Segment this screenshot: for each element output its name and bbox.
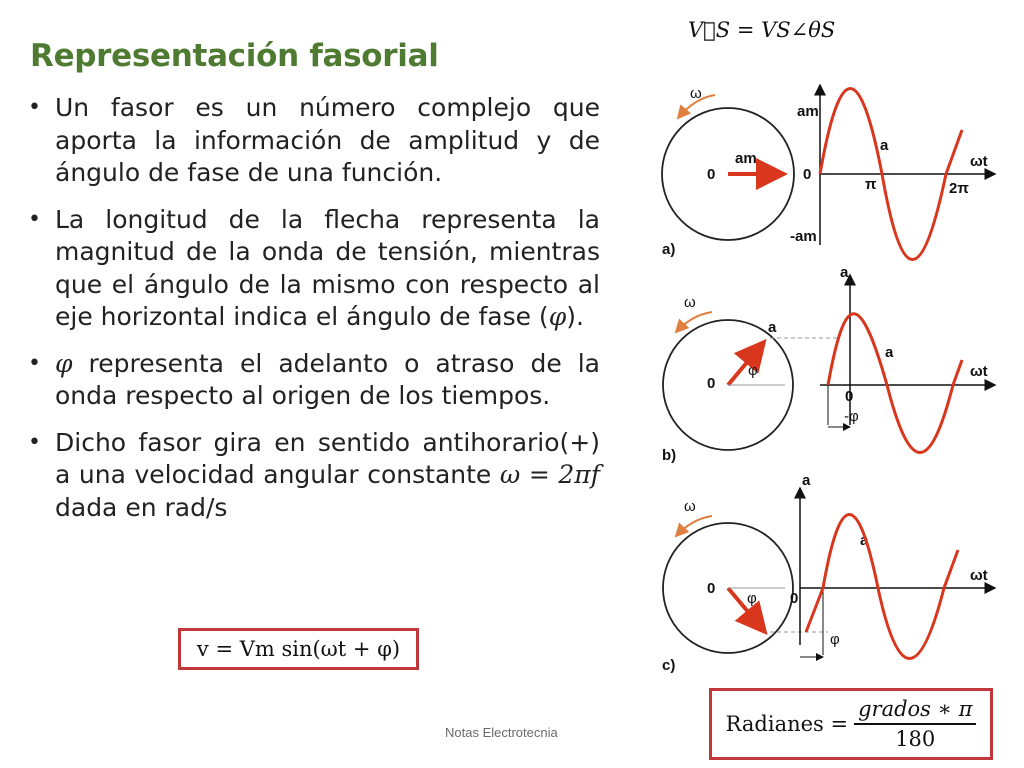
slide-title: Representación fasorial [30,38,439,74]
panel-c-label: c) [662,657,676,674]
wave-a-label: a [880,137,889,154]
radians-fraction [854,697,976,751]
diagram-panel-b [662,264,995,464]
axis-zero-label: 0 [790,590,799,607]
phasor-diagrams [640,70,1010,685]
diagram-panel-c [662,472,995,674]
neg-am-label: -am [790,228,817,245]
radians-formula-box [709,688,993,760]
bullet-dot-icon: • [28,429,41,455]
origin-label: 0 [707,375,716,392]
origin-label: 0 [707,166,716,183]
omega-label: ω [684,498,696,515]
am-axis-label: am [797,103,819,120]
omega-label: ω [690,85,702,102]
neg-phi-label: -φ [844,408,859,425]
bullet-item [28,204,600,334]
bullet-text: ). [566,302,584,331]
axis-zero-label: 0 [803,166,812,183]
phasor-formula: V⃗S = VS∠θS [688,18,836,42]
am-label: am [735,150,757,167]
bullet-dot-icon: • [28,95,41,120]
bullet-math: φ [548,302,567,331]
y-axis-label: a [840,264,849,281]
pi-label: π [865,176,877,193]
bullet-math: φ [55,348,73,378]
footer-text: Notas Electrotecnia [445,725,558,740]
voltage-formula: v = Vm sin(ωt + φ) [196,637,401,661]
phi-shift-label: φ [830,631,840,648]
omega-label: ω [684,294,696,311]
bullet-item [28,92,600,190]
wave-a-label: a [768,319,777,336]
bullet-list [28,92,600,538]
omega-t-label: ωt [970,153,988,170]
bullet-text: dada en rad/s [55,492,228,522]
diagram-panel-a [662,85,995,260]
sine-wave [828,314,962,453]
bullet-item [28,427,600,525]
voltage-formula-box [178,628,419,670]
bullet-math: ω = 2πf [499,460,600,489]
bullet-dot-icon: • [28,350,41,376]
radians-lhs: Radianes = [725,712,849,736]
wave-c-label: a [860,532,869,549]
bullet-text: La longitud de la flecha representa la magnitud de la onda de tensión, mientras que el ángulo de la mismo con respecto al eje horizontal indica el ángulo de fase ( [55,204,600,331]
wave-b-label: a [885,344,894,361]
bullet-text: representa el adelanto o atraso de la onda respecto al origen de los tiempos. [55,348,600,410]
omega-t-label: ωt [970,567,988,584]
bullet-dot-icon: • [28,206,41,232]
panel-b-label: b) [662,447,677,464]
bullet-text: Un fasor es un número complejo que aporta la información de amplitud y de ángulo de fase de una función. [55,93,600,187]
radians-numerator: grados ∗ π [854,697,976,725]
two-pi-label: 2π [949,180,969,197]
origin-label: 0 [707,580,716,597]
panel-a-label: a) [662,241,676,258]
y-axis-label: a [802,472,811,489]
phasor-arrow [728,342,764,385]
axis-zero-label: 0 [845,388,854,405]
sine-wave [806,515,958,659]
omega-t-label: ωt [970,363,988,380]
radians-denominator: 180 [895,727,936,751]
phi-label: φ [748,362,758,379]
bullet-item [28,348,600,413]
phi-label: φ [747,590,757,607]
bullet-text: Dicho fasor gira en sentido antihorario(+) a una velocidad angular constante [55,427,600,489]
